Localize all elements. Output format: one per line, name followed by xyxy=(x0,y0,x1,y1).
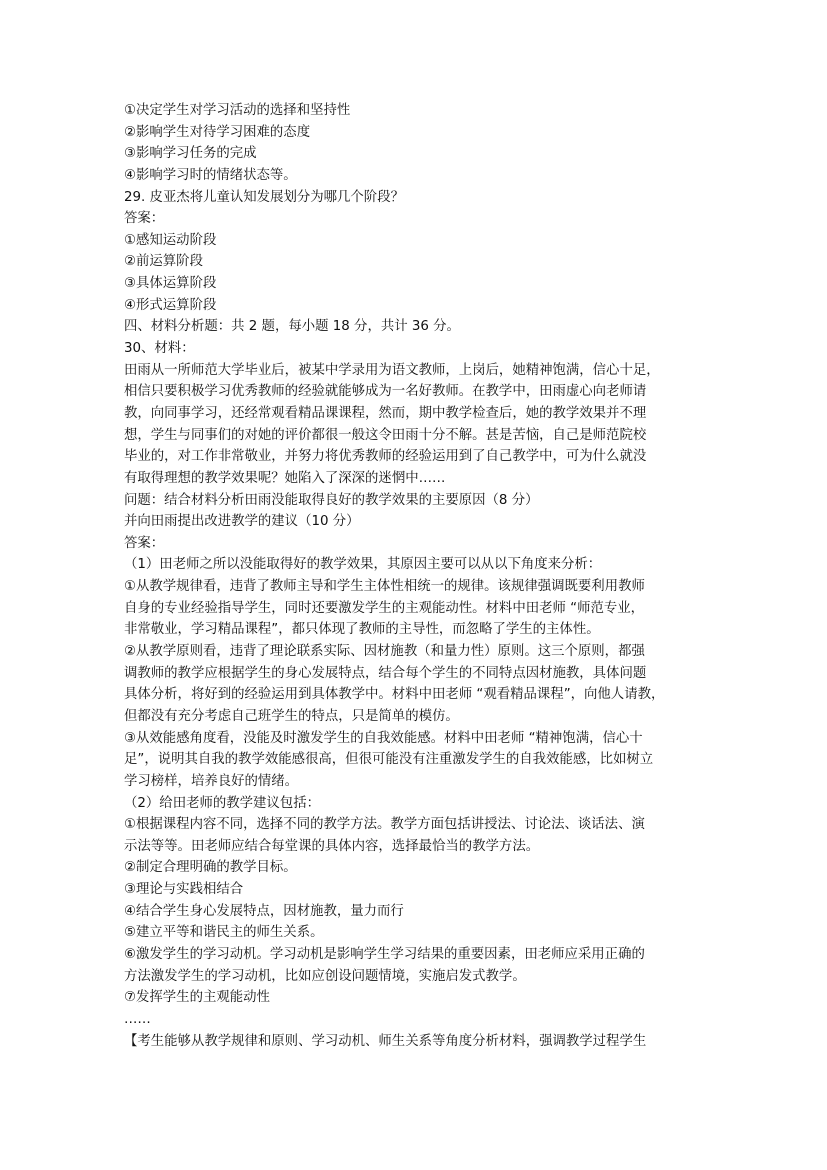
text-line: 调教师的教学应根据学生的身心发展特点，结合每个学生的不同特点因材施教，具体问题 xyxy=(124,665,647,681)
text-line: ④影响学习时的情绪状态等。 xyxy=(124,167,297,183)
text-line: ②制定合理明确的教学目标。 xyxy=(124,860,297,876)
text-line: ⑦发挥学生的主观能动性 xyxy=(124,990,270,1006)
text-line: 学习榜样，培养良好的情绪。 xyxy=(124,773,299,789)
text-line: （1）田老师之所以没能取得好的教学效果，其原因主要可以从以下角度来分析： xyxy=(124,557,602,573)
text-line: ③从效能感角度看，没能及时激发学生的自我效能感。材料中田老师 “精神饱满，信心十 xyxy=(124,730,643,746)
text-line: 非常敬业，学习精品课程”，都只体现了教师的主导性，而忽略了学生的主体性。 xyxy=(124,622,600,638)
text-line: 足”，说明其自我的教学效能感很高，但很可能没有注重激发学生的自我效能感，比如树立 xyxy=(124,752,654,768)
text-line: 29. 皮亚杰将儿童认知发展划分为哪几个阶段？ xyxy=(124,189,404,205)
text-line: ⑥激发学生的学习动机。学习动机是影响学生学习结果的重要因素，田老师应采用正确的 xyxy=(124,946,645,962)
text-line: ②从教学原则看，违背了理论联系实际、因材施教（和量力性）原则。这三个原则，都强 xyxy=(124,644,645,660)
text-line: ②影响学生对待学习困难的态度 xyxy=(124,124,311,140)
text-line: ④形式运算阶段 xyxy=(124,297,217,313)
text-line: 想，学生与同事们的对她的评价都很一般这令田雨十分不解。甚是苦恼，自己是师范院校 xyxy=(124,427,647,443)
text-line: 并向田雨提出改进教学的建议（10 分） xyxy=(124,514,360,530)
text-line: 教，向同事学习，还经常观看精品课课程，然而，期中教学检查后，她的教学效果并不理 xyxy=(124,405,647,421)
text-line: ③具体运算阶段 xyxy=(124,276,217,292)
text-line: 30、材料： xyxy=(124,341,195,357)
text-line: 示法等等。田老师应结合每堂课的具体内容，选择最恰当的教学方法。 xyxy=(124,838,540,854)
text-line: 【考生能够从教学规律和原则、学习动机、师生关系等角度分析材料，强调教学过程学生 xyxy=(124,1033,647,1049)
text-line: （2）给田老师的教学建议包括： xyxy=(124,795,320,811)
text-line: 具体分析，将好到的经验运用到具体教学中。材料中田老师 “观看精品课程”，向他人请教， xyxy=(124,687,665,703)
text-line: 答案： xyxy=(124,535,165,551)
text-line: 自身的专业经验指导学生，同时还要激发学生的主观能动性。材料中田老师 “师范专业， xyxy=(124,600,645,616)
text-line: 但都没有充分考虑自己班学生的特点，只是简单的模仿。 xyxy=(124,708,459,724)
text-line: 有取得理想的教学效果呢？她陷入了深深的迷惘中…… xyxy=(124,470,446,486)
text-line: 相信只要积极学习优秀教师的经验就能够成为一名好教师。在教学中，田雨虚心向老师请 xyxy=(124,384,647,400)
text-line: 方法激发学生的学习动机，比如应创设问题情境，实施启发式教学。 xyxy=(124,968,526,984)
document-body xyxy=(124,100,714,1052)
text-line: ⑤建立平等和谐民主的师生关系。 xyxy=(124,925,324,941)
text-line: 四、材料分析题：共 2 题，每小题 18 分，共计 36 分。 xyxy=(124,319,460,335)
text-line: 田雨从一所师范大学毕业后，被某中学录用为语文教师，上岗后，她精神饱满，信心十足， xyxy=(124,362,660,378)
text-line: ①感知运动阶段 xyxy=(124,232,217,248)
text-line: ①从教学规律看，违背了教师主导和学生主体性相统一的规律。该规律强调既要利用教师 xyxy=(124,579,645,595)
text-line: ③影响学习任务的完成 xyxy=(124,146,257,162)
text-line: …… xyxy=(124,1011,151,1027)
text-line: 答案： xyxy=(124,211,165,227)
text-line: 毕业的，对工作非常敬业，并努力将优秀教师的经验运用到了自己教学中，可为什么就没 xyxy=(124,449,647,465)
text-line: ③理论与实践相结合 xyxy=(124,882,244,898)
text-line: ④结合学生身心发展特点，因材施教，量力而行 xyxy=(124,903,404,919)
text-line: ①根据课程内容不同，选择不同的教学方法。教学方面包括讲授法、讨论法、谈话法、演 xyxy=(124,817,645,833)
text-line: ②前运算阶段 xyxy=(124,254,203,270)
text-line: 问题：结合材料分析田雨没能取得良好的教学效果的主要原因（8 分） xyxy=(124,492,539,508)
text-line: ①决定学生对学习活动的选择和坚持性 xyxy=(124,103,351,118)
